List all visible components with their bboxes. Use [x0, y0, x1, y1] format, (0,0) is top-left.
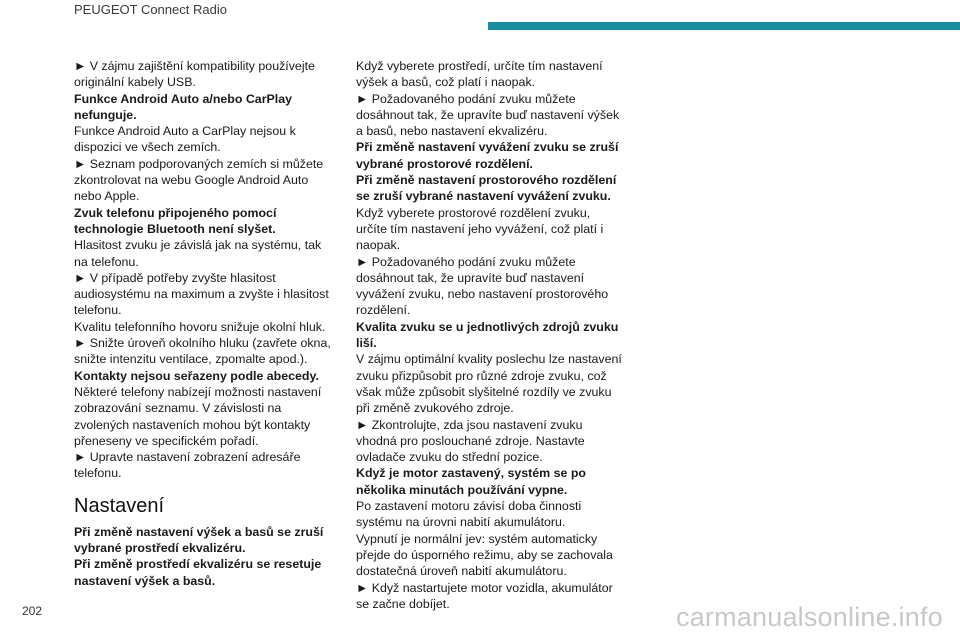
paragraph: ► Požadovaného podání zvuku můžete dosáhnout tak, že upravíte buď nastavení vyvážení zvuku, nebo nastavení prostorového rozdělení. [356, 254, 609, 318]
bold-paragraph: Funkce Android Auto a/nebo CarPlay nefunguje. [74, 91, 293, 122]
bold-paragraph: Když je motor zastavený, systém se po několika minutách používání vypne. [356, 466, 587, 497]
watermark: carmanualsonline.info [676, 602, 943, 632]
left-text-column [74, 58, 336, 589]
paragraph: Když vyberete prostorové rozdělení zvuku, určíte tím nastavení jeho vyvážení, což platí i naopak. [356, 205, 604, 253]
paragraph: ► V zájmu zajištění kompatibility používejte originální kabely USB. [74, 59, 315, 90]
paragraph: V zájmu optimální kvality poslechu lze nastavení zvuku přizpůsobit pro různé zdroje zvuku, což však může způsobit slyšitelné rozdíly ve zvuku při změně zvukového zdroje. [356, 352, 622, 416]
page-number: 202 [22, 604, 43, 618]
paragraph: Kvalitu telefonního hovoru snižuje okolní hluk. [74, 319, 326, 334]
bold-paragraph: Kontakty nejsou seřazeny podle abecedy. [74, 368, 319, 383]
paragraph: Funkce Android Auto a CarPlay nejsou k dispozici ve všech zemích. [74, 124, 296, 155]
paragraph: ► Zkontrolujte, zda jsou nastavení zvuku vhodná pro poslouchané zdroje. Nastavte ovladače zvuku do střední pozice. [356, 417, 585, 465]
paragraph: ► Upravte nastavení zobrazení adresáře telefonu. [74, 450, 301, 481]
paragraph: ► Seznam podporovaných zemích si můžete zkontrolovat na webu Google Android Auto nebo Apple. [74, 156, 324, 204]
paragraph: Hlasitost zvuku je závislá jak na systému, tak na telefonu. [74, 238, 322, 269]
bold-paragraph: Při změně prostředí ekvalizéru se resetuje nastavení výšek a basů. [74, 557, 322, 588]
paragraph: Po zastavení motoru závisí doba činnosti systému na úrovni nabití akumulátoru. [356, 499, 582, 530]
paragraph: Některé telefony nabízejí možnosti nastavení zobrazování seznamu. V závislosti na zvolených nastaveních mohou být kontakty přeneseny ve specifickém pořadí. [74, 384, 322, 448]
section-heading: Nastavení [74, 494, 165, 517]
right-text-column [356, 58, 622, 612]
paragraph: ► V případě potřeby zvyšte hlasitost audiosystému na maximum a zvyšte i hlasitost telefonu. [74, 270, 329, 318]
paragraph: ► Když nastartujete motor vozidla, akumulátor se začne dobíjet. [356, 580, 613, 611]
bold-paragraph: Při změně nastavení výšek a basů se zruší vybrané prostředí ekvalizéru. [74, 524, 324, 556]
bold-paragraph: Při změně nastavení vyvážení zvuku se zruší vybrané prostorové rozdělení. [356, 140, 619, 171]
bold-paragraph: Zvuk telefonu připojeného pomocí technologie Bluetooth není slyšet. [74, 205, 277, 236]
paragraph: Když vyberete prostředí, určíte tím nastavení výšek a basů, což platí i naopak. [356, 59, 603, 90]
paragraph: ► Požadovaného podání zvuku můžete dosáhnout tak, že upravíte buď nastavení výšek a basů, nebo nastavení ekvalizéru. [356, 91, 620, 139]
bold-paragraph: Kvalita zvuku se u jednotlivých zdrojů zvuku liší. [356, 319, 619, 351]
running-header-title: PEUGEOT Connect Radio [74, 2, 227, 17]
paragraph: Vypnutí je normální jev: systém automaticky přejde do úsporného režimu, aby se zachovala dostatečná úroveň nabití akumulátoru. [356, 531, 613, 579]
paragraph: ► Snižte úroveň okolního hluku (zavřete okna, snižte intenzitu ventilace, zpomalte apod.). [74, 336, 331, 367]
bold-paragraph: Při změně nastavení prostorového rozdělení se zruší vybrané nastavení vyvážení zvuku. [356, 173, 617, 204]
header-accent-bar [488, 22, 960, 30]
